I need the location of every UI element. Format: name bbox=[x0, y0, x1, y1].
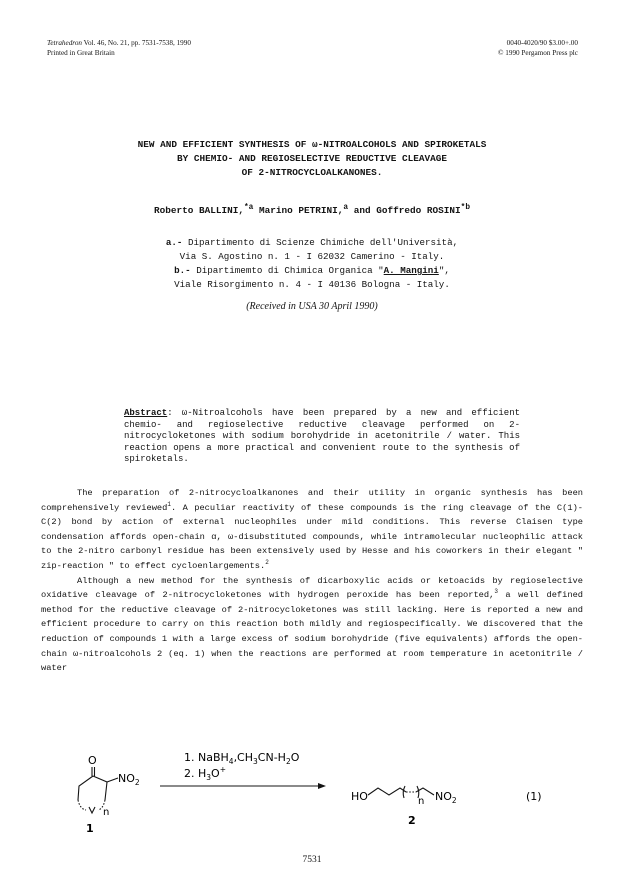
journal-header bbox=[47, 38, 191, 58]
affiliation-b-line-1: b.- Dipartimemto di Chimica Organica "A. Mangini", bbox=[174, 265, 450, 276]
received-date: (Received in USA 30 April 1990) bbox=[246, 301, 378, 312]
paragraph-2: Although a new method for the synthesis of dicarboxylic acids or ketoacids by regioselective oxidative cleavage of 2-nitrocycloketones with hydrogen peroxide has been reported,$^3$ a well defined method for the reductive cleavage of 2-nitrocycloketones was still lacking. Here is reported a new and efficient procedure to carry on this reaction both mildly and regiospecifically. We discovered that the reduction of compounds 1 with a large excess of sodium borohydride (five equivalents) affords the open-chain ω-nitroalcohols 2 (eq. 1) when the reactions are performed at room temperature in acetonitrile / water bbox=[41, 575, 583, 674]
carbonyl-oxygen: O bbox=[88, 754, 97, 767]
chain-index-n: n bbox=[418, 796, 425, 807]
mangini-name: A. Mangini bbox=[383, 265, 439, 276]
copyright-line: © 1990 Pergamon Press plc bbox=[498, 49, 578, 57]
author-list bbox=[40, 203, 584, 216]
issn-code: 0040-4020/90 $3.00+.00 bbox=[506, 39, 578, 47]
reagent-step-1: 1. $NaBH_4,CH_3CN-H_2O$ bbox=[184, 751, 300, 766]
compound-1-label: 1 bbox=[86, 822, 94, 835]
title-line-2: BY CHEMIO- AND REGIOSELECTIVE REDUCTIVE CLEAVAGE bbox=[176, 153, 448, 164]
author-1-mark: *a bbox=[243, 203, 254, 212]
author-3-mark: *b bbox=[460, 203, 471, 212]
ring-index-n: n bbox=[103, 807, 110, 818]
publisher-header bbox=[498, 38, 578, 58]
title-line-3: OF 2-NITROCYCLOALKANONES. bbox=[241, 167, 383, 178]
compound-1-structure bbox=[78, 767, 118, 813]
compound-2-label: 2 bbox=[408, 814, 416, 827]
reagent-step-2: 2. $H_3O^+$ bbox=[184, 765, 227, 782]
printed-in: Printed in Great Britain bbox=[47, 49, 115, 57]
journal-citation: Vol. 46, No. 21, pp. 7531-7538, 1990 bbox=[82, 39, 191, 47]
hydroxyl-group: HO bbox=[351, 790, 368, 803]
abstract bbox=[124, 408, 520, 466]
body-text bbox=[41, 486, 583, 676]
author-3: and Goffredo ROSINI bbox=[353, 205, 461, 217]
affiliation-b-line-2: Viale Risorgimento n. 4 - I 40136 Bologna - Italy. bbox=[174, 279, 450, 290]
title-line-1: NEW AND EFFICIENT SYNTHESIS OF ω-NITROALCOHOLS AND SPIROKETALS bbox=[137, 139, 487, 150]
page-number: 7531 bbox=[302, 855, 322, 865]
journal-name: Tetrahedron bbox=[47, 39, 83, 47]
equation-number: (1) bbox=[526, 790, 542, 803]
paragraph-1: The preparation of 2-nitrocycloalkanones and their utility in organic synthesis has been comprehensively reviewed$^1$. A peculiar reactivity of these compounds is the ring cleavage of the C(1)-C(2) bond by action of external nucleophiles under mild conditions. This reverse Claisen type condensation affords open-chain α, ω-disubstituted compounds, while intramolecular nucleophilic attack to the 2-nitro carbonyl residue has been extensively used by Hesse and his coworkers in their elegant " zip-reaction " to effect cycloenlargements.$^2$ bbox=[41, 488, 583, 571]
abstract-label: Abstract bbox=[124, 408, 168, 418]
nitro-group-right: $NO_2$ bbox=[435, 790, 457, 805]
reaction-scheme bbox=[0, 742, 624, 842]
reaction-arrow bbox=[160, 783, 326, 789]
author-2: Marino PETRINI, bbox=[259, 205, 344, 217]
nitro-group-left: $NO_2$ bbox=[118, 772, 140, 787]
abstract-text: : ω-Nitroalcohols have been prepared by a new and efficient chemio- and regioselective reductive cleavage performed on 2-nitrocycloketones with sodium borohydride in acetonitrile / water. This reaction opens a more practical and convenient route to the synthesis of spiroketals. bbox=[124, 408, 520, 465]
affiliation-a-line-2: Via S. Agostino n. 1 - I 62032 Camerino - Italy. bbox=[179, 251, 445, 262]
author-2-mark: a bbox=[343, 203, 349, 212]
author-1: Roberto BALLINI, bbox=[153, 205, 244, 217]
affiliation-a-line-1: a.- Dipartimento di Scienze Chimiche dell'Università, bbox=[165, 237, 459, 248]
